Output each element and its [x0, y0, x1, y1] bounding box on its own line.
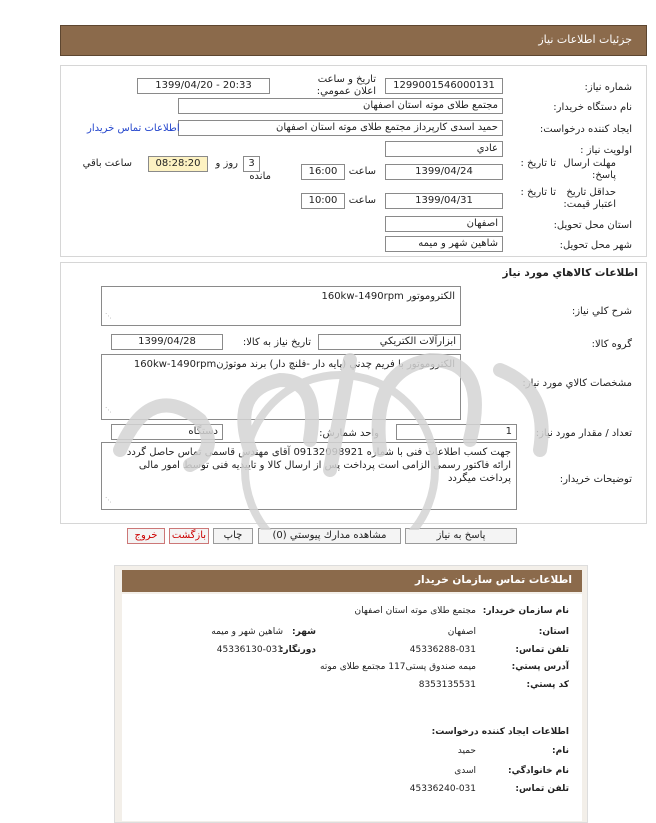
- contact-phone-label: تلفن تماس:: [515, 645, 569, 655]
- contact-city: شاهين شهر و ميمه: [211, 627, 283, 637]
- days-label: روز و: [215, 158, 238, 169]
- send-time-label: ساعت: [348, 166, 376, 177]
- send-date-field: 1399/04/24: [385, 164, 503, 180]
- announce-field: 1399/04/20 - 20:33: [137, 78, 270, 94]
- page-header: [60, 25, 647, 56]
- province-field: اصفهان: [385, 216, 503, 232]
- contact-buyer-name-label: نام سازمان خريدار:: [482, 606, 569, 616]
- spec-text: الکتروموتور با فريم چدني (پايه دار -فلنچ دار) برند موتوژن160kw-1490rpm: [133, 359, 455, 370]
- priority-field: عادي: [385, 141, 503, 157]
- goods-group-field: ابزارآلات الکتريکي: [318, 334, 461, 350]
- announce-label: تاريخ و ساعت اعلان عمومي:: [316, 74, 376, 97]
- price-time-field: 10:00: [301, 193, 345, 209]
- qty-label: تعداد / مقدار مورد نياز:: [535, 428, 632, 439]
- respond-button[interactable]: پاسخ به نياز: [405, 528, 517, 544]
- province-label: استان محل تحويل:: [553, 220, 632, 231]
- contact-postal: 8353135531: [418, 680, 476, 690]
- print-button[interactable]: چاپ: [213, 528, 253, 544]
- creator-first-name-label: نام:: [552, 746, 569, 756]
- contact-postal-label: كد پستي:: [526, 680, 569, 690]
- need-number-field: 1299001546000131: [385, 78, 503, 94]
- contact-fax: 45336130-031: [216, 645, 283, 655]
- need-number-label: شماره نياز:: [584, 82, 632, 93]
- buyer-notes-text: جهت کسب اطلاعات فنی با شماره 09132098921 آقای مهندس قاسمی تماس حاصل گردد ارائه فاکتور رسمی الزامی است پرداخت پس از ارسال کالا و تاييديه فنی توسط امور مالی پرداخت میگردد: [126, 447, 511, 484]
- price-time-label: ساعت: [348, 195, 376, 206]
- contact-province-label: استان:: [538, 627, 569, 637]
- goods-section-title: اطلاعات كالاهاي مورد نياز: [502, 267, 638, 279]
- buyer-notes-field: [101, 442, 517, 510]
- contact-city-label: شهر:: [292, 627, 316, 637]
- buyer-contact-link[interactable]: اطلاعات تماس خريدار: [87, 123, 180, 134]
- summary-label: شرح كلي نياز:: [571, 306, 632, 317]
- exit-button[interactable]: خروج: [127, 528, 165, 544]
- spec-label: مشخصات كالاي مورد نياز:: [522, 378, 632, 389]
- contact-province: اصفهان: [447, 627, 476, 637]
- contact-fax-label: دورنگار:: [279, 645, 316, 655]
- summary-field: [101, 286, 461, 326]
- send-time-field: 16:00: [301, 164, 345, 180]
- buyer-notes-label: توضيحات خريدار:: [559, 474, 632, 485]
- contact-card-title: اطلاعات تماس سازمان خريدار: [415, 574, 572, 586]
- resize-grip-icon[interactable]: ⋰: [105, 496, 112, 504]
- creator-field: حميد اسدی كارپرداز مجتمع طلای موته استان اصفهان: [178, 120, 503, 136]
- summary-text: الکتروموتور 160kw-1490rpm: [321, 291, 455, 302]
- remaining-days-field: 3: [243, 156, 260, 172]
- contact-phone: 45336288-031: [409, 645, 476, 655]
- resize-grip-icon[interactable]: ⋰: [105, 406, 112, 414]
- creator-label: ايجاد كننده درخواست:: [539, 124, 632, 135]
- remaining-time-field: 08:28:20: [148, 156, 208, 172]
- city-label: شهر محل تحويل:: [559, 240, 632, 251]
- city-field: شاهين شهر و ميمه: [385, 236, 503, 252]
- creator-phone-label: تلفن تماس:: [515, 784, 569, 794]
- remaining-label-2: مانده: [249, 171, 271, 182]
- page-title: جزئيات اطلاعات نياز: [538, 33, 632, 46]
- need-date-field: 1399/04/28: [111, 334, 223, 350]
- price-validity-label: حداقل تاريخ اعتبار قيمت:: [563, 187, 616, 210]
- back-button[interactable]: بازگشت: [169, 528, 209, 544]
- contact-address-label: آدرس پستي:: [511, 662, 569, 672]
- contact-card-body: [122, 594, 582, 821]
- need-date-label: تاريخ نياز به كالا:: [242, 337, 311, 348]
- contact-buyer-name: مجتمع طلای موته استان اصفهان: [354, 606, 476, 616]
- contact-address: ميمه صندوق پستی117 مجتمع طلای موته: [320, 662, 476, 672]
- unit-field: دستگاه: [111, 424, 223, 440]
- creator-last-name-label: نام خانوادگي:: [507, 766, 569, 776]
- creator-first-name: حميد: [457, 746, 476, 756]
- buyer-org-field: مجتمع طلای موته استان اصفهان: [178, 98, 503, 114]
- goods-group-label: گروه كالا:: [591, 339, 632, 350]
- send-deadline-label: مهلت ارسال پاسخ:: [563, 158, 616, 181]
- attachments-button[interactable]: مشاهده مدارك پيوستي (0): [258, 528, 401, 544]
- unit-label: واحد شمارش:: [319, 428, 379, 439]
- spec-field: [101, 354, 461, 420]
- priority-label: اولويت نياز :: [580, 145, 632, 156]
- qty-field: 1: [396, 424, 517, 440]
- buyer-org-label: نام دستگاه خريدار:: [553, 102, 632, 113]
- resize-grip-icon[interactable]: ⋰: [105, 312, 112, 320]
- contact-card-header: [122, 570, 582, 592]
- price-date-field: 1399/04/31: [385, 193, 503, 209]
- remaining-label: ساعت باقي: [82, 158, 132, 169]
- creator-last-name: اسدی: [454, 766, 476, 776]
- price-to-date-label: تا تاريخ :: [520, 187, 556, 198]
- creator-section-title: اطلاعات ايجاد كننده درخواست:: [431, 727, 569, 737]
- creator-phone: 45336240-031: [409, 784, 476, 794]
- send-to-date-label: تا تاريخ :: [520, 158, 556, 169]
